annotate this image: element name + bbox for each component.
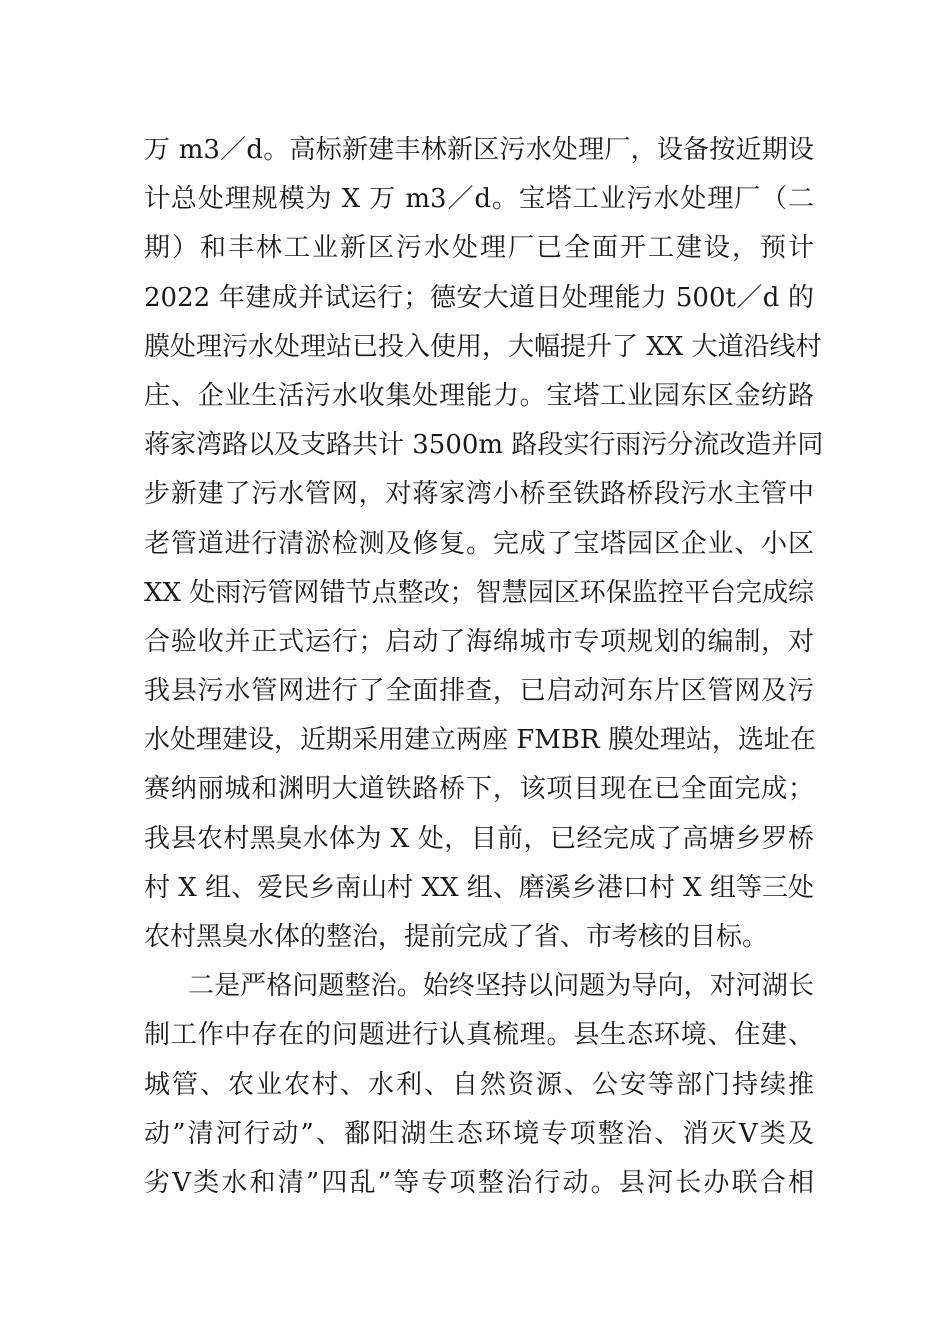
text-line: 步新建了污水管网，对蒋家湾小桥至铁路桥段污水主管中 (144, 479, 814, 510)
text-line: 动”清河行动”、鄱阳湖生态环境专项整治、消灭Ⅴ类及 (144, 1118, 814, 1149)
body-text (144, 126, 824, 1208)
paragraph-last-line: 农村黑臭水体的整治，提前完成了省、市考核的目标。 (144, 922, 769, 952)
text-line: XX 处雨污管网错节点整改；智慧园区环保监控平台完成综 (144, 577, 814, 608)
text-line: 我县农村黑臭水体为 X 处，目前，已经完成了高塘乡罗桥 (144, 823, 814, 854)
text-line: 期）和丰林工业新区污水处理厂已全面开工建设，预计 (144, 233, 814, 264)
text-line: 我县污水管网进行了全面排查，已启动河东片区管网及污 (144, 676, 814, 707)
text-line: 制工作中存在的问题进行认真梳理。县生态环境、住建、 (144, 1020, 814, 1051)
text-line: 城管、农业农村、水利、自然资源、公安等部门持续推 (144, 1069, 814, 1100)
text-line: 劣Ⅴ类水和清”四乱”等专项整治行动。县河长办联合相 (144, 1167, 814, 1198)
text-line: 村 X 组、爱民乡南山村 XX 组、磨溪乡港口村 X 组等三处 (144, 872, 814, 903)
text-line: 计总处理规模为 X 万 m3／d。宝塔工业污水处理厂（二 (144, 184, 814, 215)
paragraph-first-line: 二是严格问题整治。始终坚持以问题为导向，对河湖长 (188, 971, 814, 1002)
text-line: 庄、企业生活污水收集处理能力。宝塔工业园东区金纺路 (144, 380, 814, 411)
text-line: 蒋家湾路以及支路共计 3500m 路段实行雨污分流改造并同 (144, 430, 824, 461)
text-line: 万 m3／d。高标新建丰林新区污水处理厂，设备按近期设 (144, 135, 814, 165)
text-line: 膜处理污水处理站已投入使用，大幅提升了 XX 大道沿线村 (144, 331, 822, 362)
text-line: 水处理建设，近期采用建立两座 FMBR 膜处理站，选址在 (144, 725, 816, 756)
text-line: 老管道进行清淤检测及修复。完成了宝塔园区企业、小区 (144, 528, 814, 559)
text-line: 合验收并正式运行；启动了海绵城市专项规划的编制，对 (144, 626, 814, 657)
text-line: 赛纳丽城和渊明大道铁路桥下，该项目现在已全面完成； (144, 774, 814, 805)
text-line: 2022 年建成并试运行；德安大道日处理能力 500t／d 的 (144, 282, 814, 313)
